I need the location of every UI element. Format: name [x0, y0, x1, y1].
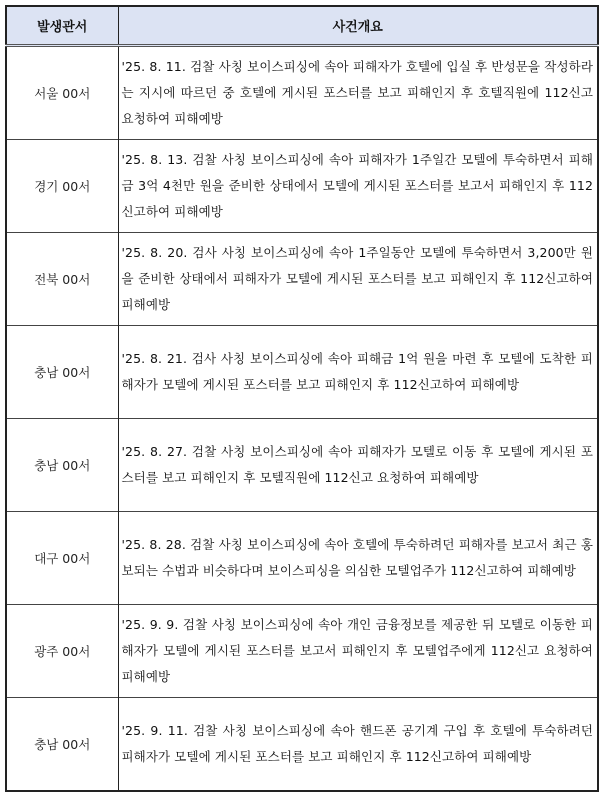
summary-cell: '25. 9. 11. 검찰 사칭 보이스피싱에 속아 핸드폰 공기계 구입 후 호텔에 투숙하려던 피해자가 모텔에 게시된 포스터를 보고 피해인지 후 112신고하여 피해예방: [118, 698, 598, 792]
station-cell: 서울 00서: [6, 46, 118, 140]
summary-cell: '25. 8. 13. 검찰 사칭 보이스피싱에 속아 피해자가 1주일간 모텔에 투숙하면서 피해금 3억 4천만 원을 준비한 상태에서 모텔에 게시된 포스터를 보고서 피해인지 후 112신고하여 피해예방: [118, 140, 598, 233]
voice-phishing-case-table: [5, 5, 599, 792]
table-row: [6, 233, 598, 326]
header-station: 발생관서: [6, 6, 118, 46]
header-row: [6, 6, 598, 46]
summary-cell: '25. 8. 28. 검찰 사칭 보이스피싱에 속아 호텔에 투숙하려던 피해자를 보고서 최근 홍보되는 수법과 비슷하다며 보이스피싱을 의심한 모텔업주가 112신고하여 피해예방: [118, 512, 598, 605]
summary-cell: '25. 8. 27. 검찰 사칭 보이스피싱에 속아 피해자가 모텔로 이동 후 모텔에 게시된 포스터를 보고 피해인지 후 모텔직원에 112신고 요청하여 피해예방: [118, 419, 598, 512]
station-cell: 경기 00서: [6, 140, 118, 233]
table-row: [6, 140, 598, 233]
table-body: [6, 46, 598, 792]
station-cell: 충남 00서: [6, 419, 118, 512]
table-row: [6, 46, 598, 140]
station-cell: 전북 00서: [6, 233, 118, 326]
station-cell: 충남 00서: [6, 326, 118, 419]
table-row: [6, 419, 598, 512]
summary-cell: '25. 9. 9. 검찰 사칭 보이스피싱에 속아 개인 금융정보를 제공한 뒤 모텔로 이동한 피해자가 모텔에 게시된 포스터를 보고서 피해인지 후 모텔업주에게 112신고 요청하여 피해예방: [118, 605, 598, 698]
table-row: [6, 512, 598, 605]
station-cell: 대구 00서: [6, 512, 118, 605]
table-row: [6, 698, 598, 792]
summary-cell: '25. 8. 20. 검사 사칭 보이스피싱에 속아 1주일동안 모텔에 투숙하면서 3,200만 원을 준비한 상태에서 피해자가 모텔에 게시된 포스터를 보고 피해인지 후 112신고하여 피해예방: [118, 233, 598, 326]
summary-cell: '25. 8. 11. 검찰 사칭 보이스피싱에 속아 피해자가 호텔에 입실 후 반성문을 작성하라는 지시에 따르던 중 호텔에 게시된 포스터를 보고 피해인지 후 호텔직원에 112신고 요청하여 피해예방: [121, 59, 593, 126]
table-header: [6, 6, 598, 46]
table-row: [6, 605, 598, 698]
table-row: [6, 326, 598, 419]
station-cell: 광주 00서: [6, 605, 118, 698]
station-cell: 충남 00서: [6, 698, 118, 792]
case-table-container: [5, 5, 597, 792]
header-summary: 사건개요: [118, 6, 598, 46]
summary-cell: '25. 8. 21. 검사 사칭 보이스피싱에 속아 피해금 1억 원을 마련 후 모텔에 도착한 피해자가 모텔에 게시된 포스터를 보고 피해인지 후 112신고하여 피해예방: [118, 326, 598, 419]
